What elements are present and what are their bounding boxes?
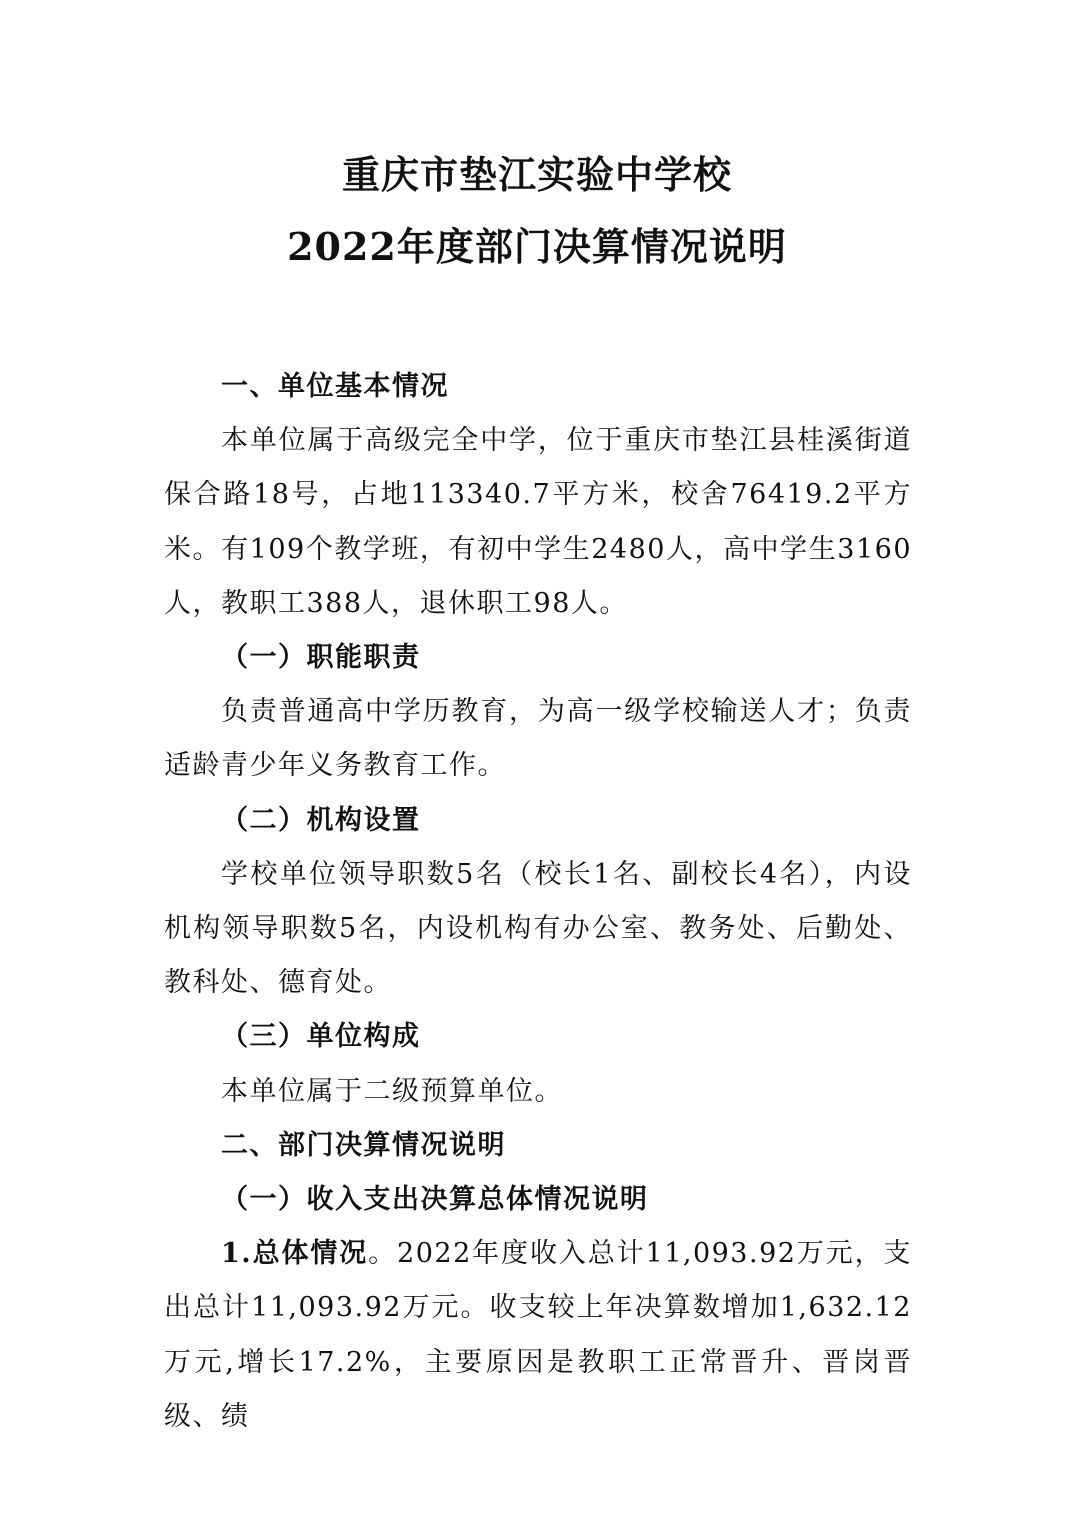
paragraph-composition: 本单位属于二级预算单位。	[221, 1075, 563, 1107]
paragraph-functions: 负责普通高中学历教育，为高一级学校输送人才；负责适龄青少年义务教育工作。	[164, 696, 912, 782]
overall-text: 。2022年度收入总计11,093.92万元，支出总计11,093.92万元。收支较上年决算数增加1,632.12万元,增长17.2%，主要原因是教职工正常晋升、晋岗晋级、绩	[164, 1238, 913, 1432]
section-heading-final-accounts: 二、部门决算情况说明	[221, 1129, 506, 1161]
document-title-line2: 2022年度部门决算情况说明	[287, 224, 787, 269]
subheading-income-expense-overview: （一）收入支出决算总体情况说明	[221, 1184, 649, 1216]
subheading-functions: （一）职能职责	[221, 642, 421, 674]
paragraph-overall	[164, 1227, 912, 1444]
paragraph-structure: 学校单位领导职数5名（校长1名、副校长4名），内设机构领导职数5名，内设机构有办公室、教务处、后勤处、教科处、德育处。	[164, 858, 912, 999]
overall-label: 1.总体情况	[221, 1238, 369, 1270]
document-title-line1: 重庆市垫江实验中学校	[341, 152, 732, 197]
document-body	[164, 360, 912, 1444]
subheading-composition: （三）单位构成	[221, 1021, 421, 1053]
subheading-structure: （二）机构设置	[221, 804, 421, 836]
section-heading-basic-info: 一、单位基本情况	[221, 371, 449, 402]
paragraph-basic-info: 本单位属于高级完全中学，位于重庆市垫江县桂溪街道保合路18号，占地113340.7平方米，校舍76419.2平方米。有109个教学班，有初中学生2480人，高中学生3160人，教职工388人，退休职工98人。	[164, 425, 912, 619]
